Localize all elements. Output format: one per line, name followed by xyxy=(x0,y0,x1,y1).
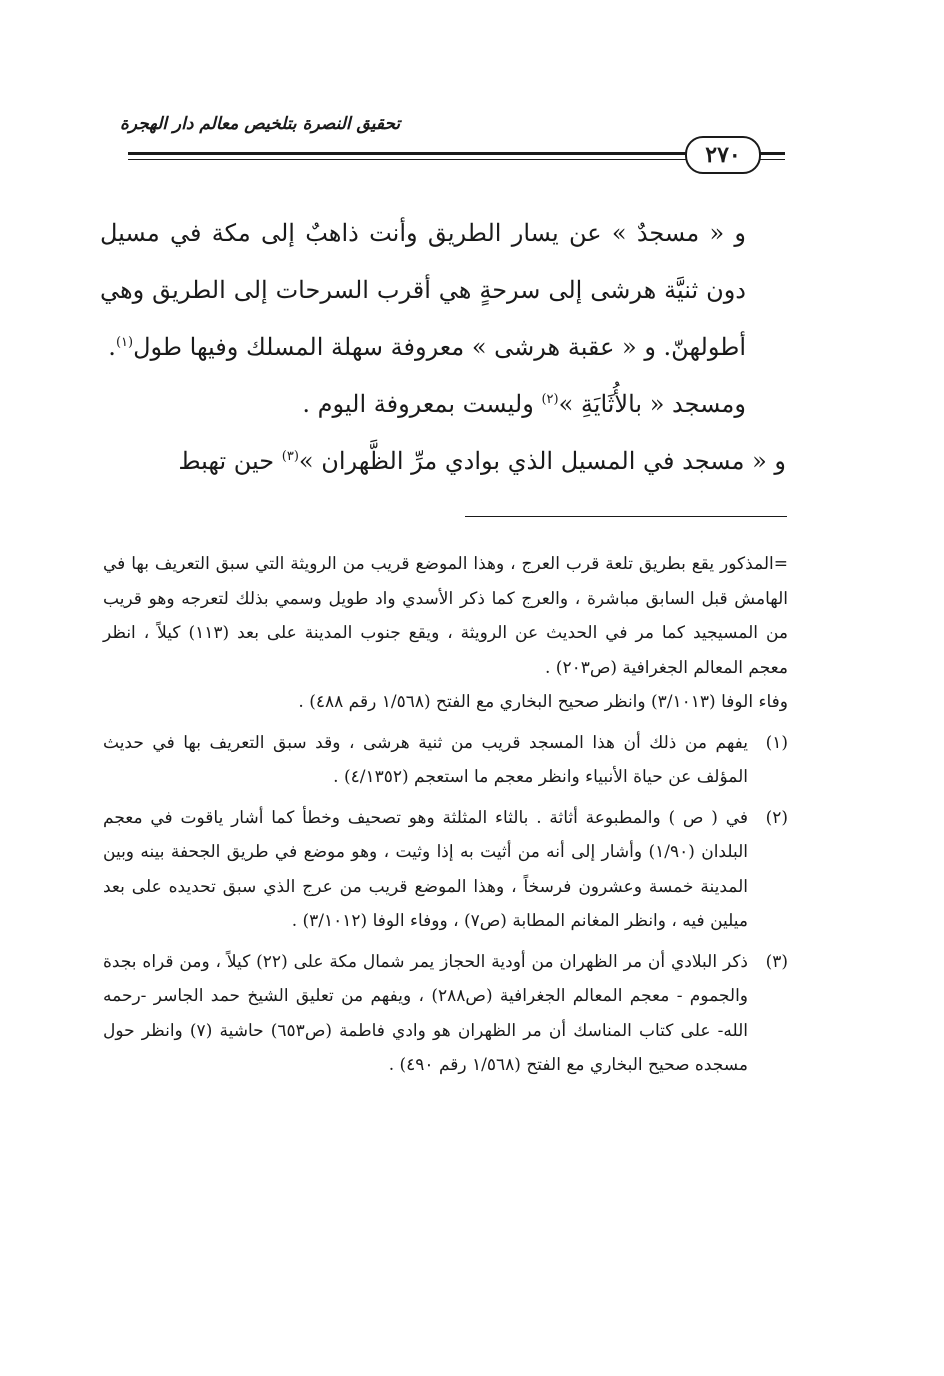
footnote-marker: (٣) xyxy=(281,449,299,464)
paragraph-text: و « مسجدٌ » عن يسار الطريق وأنت ذاهبٌ إلى مكة في مسيل دون ثنيَّة هرشى إلى سرحةٍ هي أقرب السرحات إلى الطريق وهي أطولهنّ. و « عقبة هرشى » معروفة سهلة المسلك وفيها طول xyxy=(100,219,746,361)
header-rule-tail xyxy=(759,152,785,155)
footnote-number: (٣) xyxy=(765,951,788,972)
running-title: تحقيق النصرة بتلخيص معالم دار الهجرة xyxy=(120,114,401,134)
paragraph xyxy=(100,376,786,433)
paragraph xyxy=(100,433,786,490)
footnote xyxy=(103,726,788,795)
footnote-number: (٢) xyxy=(765,807,788,828)
paragraph-text: حين تهبط xyxy=(178,447,275,475)
header-rule xyxy=(128,152,688,155)
footnote-number: (١) xyxy=(765,732,788,753)
footnote-continuation: =المذكور يقع بطريق تلعة قرب العرج ، وهذا الموضع قريب من الرويثة التي سبق التعريف بها في الهامش قبل السابق مباشرة ، والعرج كما ذكر الأسدي واد طويل وسمي بذلك لتعرجه وهو قريب من المسيجيد كما مر في الحديث عن الرويثة ، ويقع جنوب المدينة على بعد (١١٣) كيلاً ، انظر معجم المعالم الجغرافية (ص٢٠٣) . xyxy=(103,554,788,678)
footnote-continuation-2: وفاء الوفا (٣/١٠١٣) وانظر صحيح البخاري مع الفتح (١/٥٦٨ رقم ٤٨٨) . xyxy=(298,692,788,712)
paragraph-text: ومسجد « بالأُثَايَةِ » xyxy=(558,390,746,418)
footnotes xyxy=(103,547,788,1089)
footnote-marker: (٢) xyxy=(541,392,559,407)
footnote xyxy=(103,801,788,939)
header-rule-thin xyxy=(128,159,688,160)
header-rule-tail-thin xyxy=(759,159,785,160)
main-text xyxy=(100,205,786,490)
paragraph-text: و « مسجد في المسيل الذي بوادي مرِّ الظَّهران » xyxy=(298,447,786,475)
footnote xyxy=(103,945,788,1083)
footnote-separator xyxy=(465,516,787,517)
footnote-text: يفهم من ذلك أن هذا المسجد قريب من ثنية هرشى ، وقد سبق التعريف بها في حديث المؤلف عن حياة الأنبياء وانظر معجم ما استعجم (٤/١٣٥٢) . xyxy=(103,732,748,787)
footnote-text: ذكر البلادي أن مر الظهران من أودية الحجاز يمر شمال مكة على (٢٢) كيلاً ، ومن قراه بجدة والجموم - معجم المعالم الجغرافية (ص٢٨٨) ، ويفهم من تعليق الشيخ حمد الجاسر -رحمه الله- على كتاب المناسك أن مر الظهران هو وادي فاطمة (ص٦٥٣) حاشية (٧) وانظر حول مسجده صحيح البخاري مع الفتح (١/٥٦٨ رقم ٤٩٠) . xyxy=(103,951,749,1075)
footnote-marker: (١) xyxy=(115,335,134,350)
page-number: ٢٧٠ xyxy=(685,136,761,174)
page-header xyxy=(120,108,785,168)
paragraph: و « مسجدٌ » عن يسار الطريق وأنت ذاهبٌ إلى مكة في مسيل دون ثنيَّة هرشى إلى سرحةٍ هي أقرب السرحات إلى الطريق وهي أطولهنّ. و « عقبة هرشى » معروفة سهلة المسلك وفيها طول$^{(١)}$. xyxy=(100,219,746,361)
paragraph-text: وليست بمعروفة اليوم . xyxy=(302,390,534,418)
footnote-text: في ( ص ) والمطبوعة أثاثة . بالثاء المثلثة وهو تصحيف وخطأ كما أشار ياقوت في معجم البلدان (١/٩٠) وأشار إلى أنه من أثيت به إذا وثيت ، وهو موضع في طريق الجحفة بينه وبين المدينة خمسة وعشرون فرسخاً ، وهذا الموضع قريب من عرج الذي سبق تحديده على بعد ميلين فيه ، وانظر المغانم المطابة (ص٧) ، ووفاء الوفا (٣/١٠١٢) . xyxy=(103,807,748,931)
